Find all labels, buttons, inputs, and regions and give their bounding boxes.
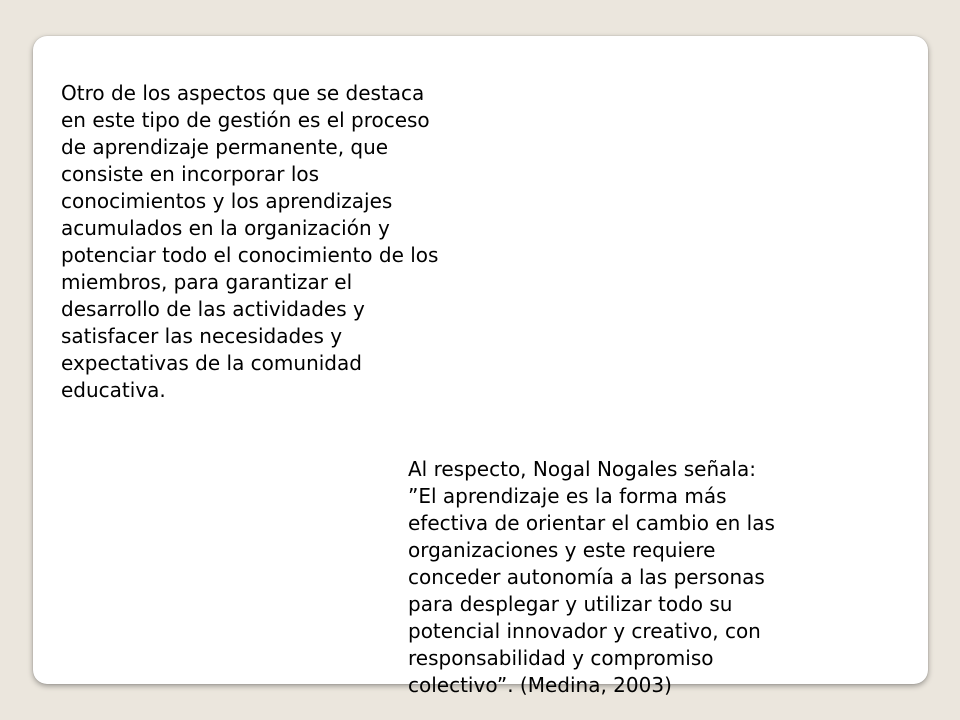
paragraph-cita-nogal-nogales: Al respecto, Nogal Nogales señala: ”El aprendizaje es la forma más efectiva de orientar el cambio en las organizaciones y este requiere conceder autonomía a las personas para desplegar y utilizar todo su potencial innovador y creativo, con responsabilidad y compromiso colectivo”. (Medina, 2003)	[408, 457, 775, 697]
paragraph-gestion-aprendizaje: Otro de los aspectos que se destaca en este tipo de gestión es el proceso de aprendizaje permanente, que consiste en incorporar los conocimientos y los aprendizajes acumulados en la organización y potenciar todo el conocimiento de los miembros, para garantizar el desarrollo de las actividades y satisfacer las necesidades y expectativas de la comunidad educativa.	[61, 81, 439, 402]
